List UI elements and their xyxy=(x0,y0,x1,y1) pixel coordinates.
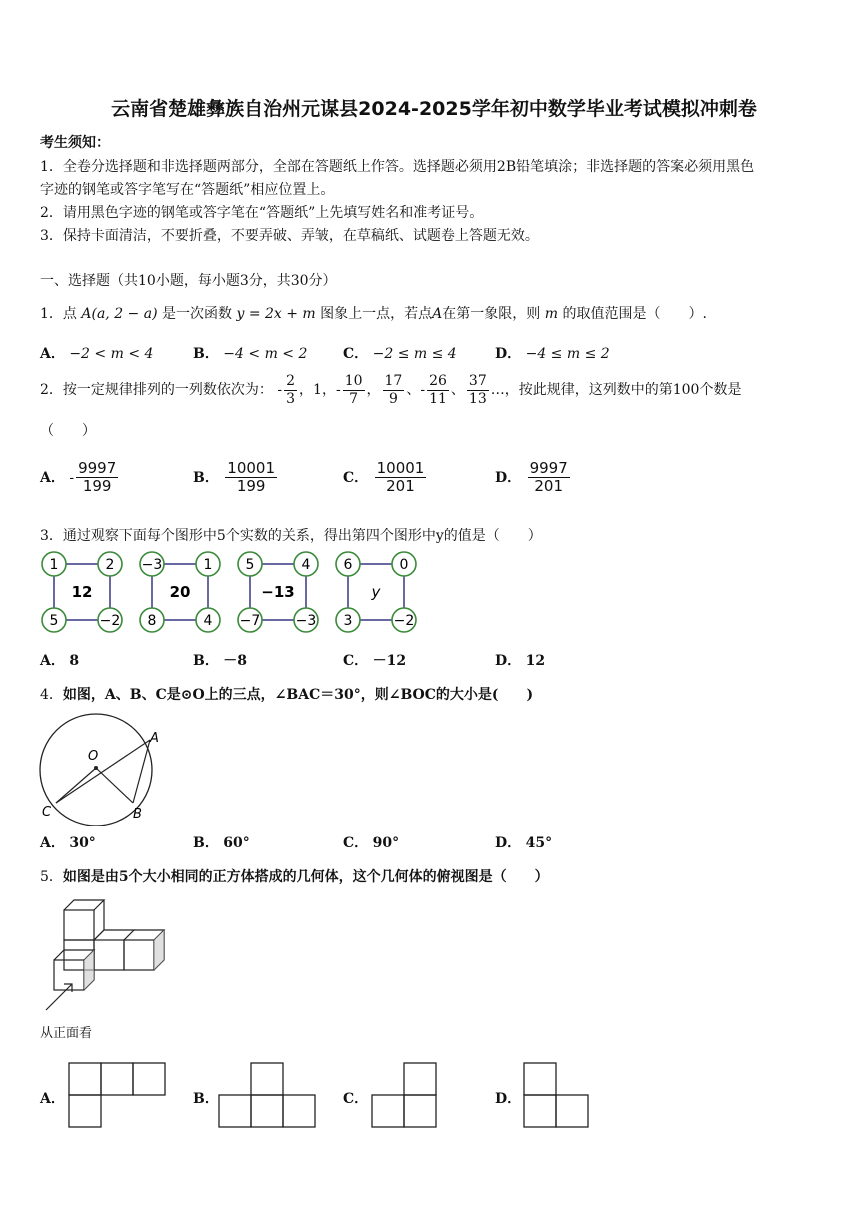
q5-option-d-label[interactable]: D． xyxy=(495,1091,522,1107)
q5-front-view-label: 从正面看 xyxy=(40,1026,93,1041)
q1-number: 1． xyxy=(40,306,63,322)
q3-figure-4 xyxy=(336,552,416,632)
q3-fig4-value-tl: 6 xyxy=(343,557,353,573)
notice-item-1b: 字迹的钢笔或答字笔写在“答题纸”相应位置上。 xyxy=(40,182,335,198)
q3-fig4-value-br: −2 xyxy=(393,613,415,629)
q3-option-b[interactable]: B． －8 xyxy=(193,653,248,669)
question-2: 2．按一定规律排列的一列数依次为： - $\frac{2}{3}$ ，1，- $\frac{10}{7}$ ， $\frac{17}{9}$ 、- $\frac{26}{11}$ 、 $\frac{37}{13}$ …，按此规律，这列数中的第100个数是 xyxy=(40,373,742,407)
q2-seq-sign-5: - xyxy=(420,382,426,398)
q1-option-b[interactable]: B． −4 < m < 2 xyxy=(193,346,308,362)
q1-expr-func: y = 2x + m xyxy=(236,306,316,322)
q3-fig2-center: 20 xyxy=(169,583,191,601)
q4-label-a: A xyxy=(150,731,159,746)
q2-seq-term-4: $\frac{17}{9}$ xyxy=(384,373,403,407)
q3-figure-1 xyxy=(42,552,122,632)
q3-fig1-value-tr: 2 xyxy=(105,557,115,573)
q4-option-a[interactable]: A． 30° xyxy=(40,835,96,851)
q2-seq-term-2: 1 xyxy=(313,382,322,398)
q1-text-e: 的取值范围是（ ）. xyxy=(562,306,707,322)
q1-expr-m: m xyxy=(544,306,559,322)
q5-option-b-figure[interactable] xyxy=(218,1062,316,1128)
q2-seq-term-1: $\frac{2}{3}$ xyxy=(286,373,296,407)
q1-option-a[interactable]: A． −2 < m < 4 xyxy=(40,346,154,362)
q4-label-c: C xyxy=(42,805,52,820)
q5-solid-figure xyxy=(36,892,176,1022)
q1-text-d: 在第一象限，则 xyxy=(442,306,541,322)
q5-option-d-figure[interactable] xyxy=(523,1062,589,1128)
notice-heading: 考生须知： xyxy=(40,135,110,151)
question-3: 3．通过观察下面每个图形中5个实数的关系，得出第四个图形中y的值是（ ） xyxy=(40,528,542,544)
q5-option-c-label[interactable]: C． xyxy=(343,1091,369,1107)
q2-seq-term-3: $\frac{10}{7}$ xyxy=(344,373,363,407)
q1-text-b: 是一次函数 xyxy=(162,306,232,322)
question-5: 5．如图是由5个大小相同的正方体搭成的几何体，这个几何体的俯视图是（ ） xyxy=(40,869,549,885)
q3-fig2-value-tl: −3 xyxy=(141,557,163,573)
page-title: 云南省楚雄彝族自治州元谋县2024-2025学年初中数学毕业考试模拟冲刺卷 xyxy=(111,98,757,120)
q2-paren: （ ） xyxy=(40,423,96,439)
q2-tail: …，按此规律，这列数中的第100个数是 xyxy=(490,382,742,398)
q2-option-c[interactable]: C． $\frac{10001}{201}$ xyxy=(343,459,425,496)
q1-text-c: 图象上一点，若点 xyxy=(320,306,433,322)
notice-item-3: 3．保持卡面清洁，不要折叠，不要弄破、弄皱，在草稿纸、试题卷上答题无效。 xyxy=(40,228,539,244)
q2-option-a[interactable]: A． - $\frac{9997}{199}$ xyxy=(40,459,117,496)
q3-option-a[interactable]: A． 8 xyxy=(40,653,80,669)
question-4: 4．如图，A、B、C是⊙O上的三点，∠BAC＝30°，则∠BOC的大小是( ) xyxy=(40,687,534,703)
q3-fig1-value-br: −2 xyxy=(99,613,121,629)
question-1 xyxy=(40,303,707,323)
section-heading: 一、选择题（共10小题，每小题3分，共30分） xyxy=(40,273,337,289)
q3-fig3-value-tr: 4 xyxy=(301,557,311,573)
q4-circle-figure xyxy=(36,708,164,826)
q3-fig1-value-tl: 1 xyxy=(49,557,59,573)
q5-option-a-label[interactable]: A． xyxy=(40,1091,65,1107)
q1-expr-a: A xyxy=(432,306,443,322)
q2-number: 2． xyxy=(40,382,63,398)
q3-fig4-value-tr: 0 xyxy=(399,557,409,573)
q3-fig1-center: 12 xyxy=(71,583,93,601)
q5-option-c-figure[interactable] xyxy=(371,1062,437,1128)
q2-option-b[interactable]: B． $\frac{10001}{199}$ xyxy=(193,459,276,496)
q3-fig4-value-bl: 3 xyxy=(343,613,353,629)
q3-fig3-value-tl: 5 xyxy=(245,557,255,573)
q2-lead: 按一定规律排列的一列数依次为： xyxy=(62,382,273,398)
q4-option-d[interactable]: D． 45° xyxy=(495,835,553,851)
q3-figures xyxy=(36,550,436,636)
q1-text-a: 点 xyxy=(62,306,77,322)
q4-option-c[interactable]: C． 90° xyxy=(343,835,400,851)
q2-seq-term-6: $\frac{37}{13}$ xyxy=(468,373,487,407)
q3-option-d[interactable]: D． 12 xyxy=(495,653,546,669)
q1-expr-point: A(a, 2 − a) xyxy=(81,306,158,322)
q5-option-b-label[interactable]: B． xyxy=(193,1091,219,1107)
notice-item-2: 2．请用黑色字迹的钢笔或答字笔在“答题纸”上先填写姓名和准考证号。 xyxy=(40,205,484,221)
q4-label-b: B xyxy=(133,807,142,822)
q3-fig2-value-bl: 8 xyxy=(147,613,157,629)
q1-option-c[interactable]: C． −2 ≤ m ≤ 4 xyxy=(343,346,457,362)
q3-fig3-center: −13 xyxy=(261,583,295,601)
q2-seq-term-5: $\frac{26}{11}$ xyxy=(429,373,447,407)
q2-option-d[interactable]: D． $\frac{9997}{201}$ xyxy=(495,459,568,496)
q3-fig3-value-bl: −7 xyxy=(239,613,261,629)
q3-fig3-value-br: −3 xyxy=(295,613,317,629)
q1-option-d[interactable]: D． −4 ≤ m ≤ 2 xyxy=(495,346,610,362)
q4-option-b[interactable]: B． 60° xyxy=(193,835,250,851)
q2-seq-sign-1: - xyxy=(277,382,283,398)
q3-fig2-value-tr: 1 xyxy=(203,557,213,573)
q3-figure-3 xyxy=(238,552,318,632)
q3-figure-2 xyxy=(140,552,220,632)
q5-option-a-figure[interactable] xyxy=(68,1062,166,1128)
q3-fig2-value-br: 4 xyxy=(203,613,213,629)
notice-item-1: 1．全卷分选择题和非选择题两部分，全部在答题纸上作答。选择题必须用2B铅笔填涂；非选择题的答案必须用黑色 xyxy=(40,159,755,175)
q3-fig1-value-bl: 5 xyxy=(49,613,59,629)
q3-option-c[interactable]: C． －12 xyxy=(343,653,407,669)
q3-fig4-center: y xyxy=(371,583,381,601)
q4-label-o: O xyxy=(88,749,99,764)
q2-seq-sign-3: - xyxy=(335,382,341,398)
